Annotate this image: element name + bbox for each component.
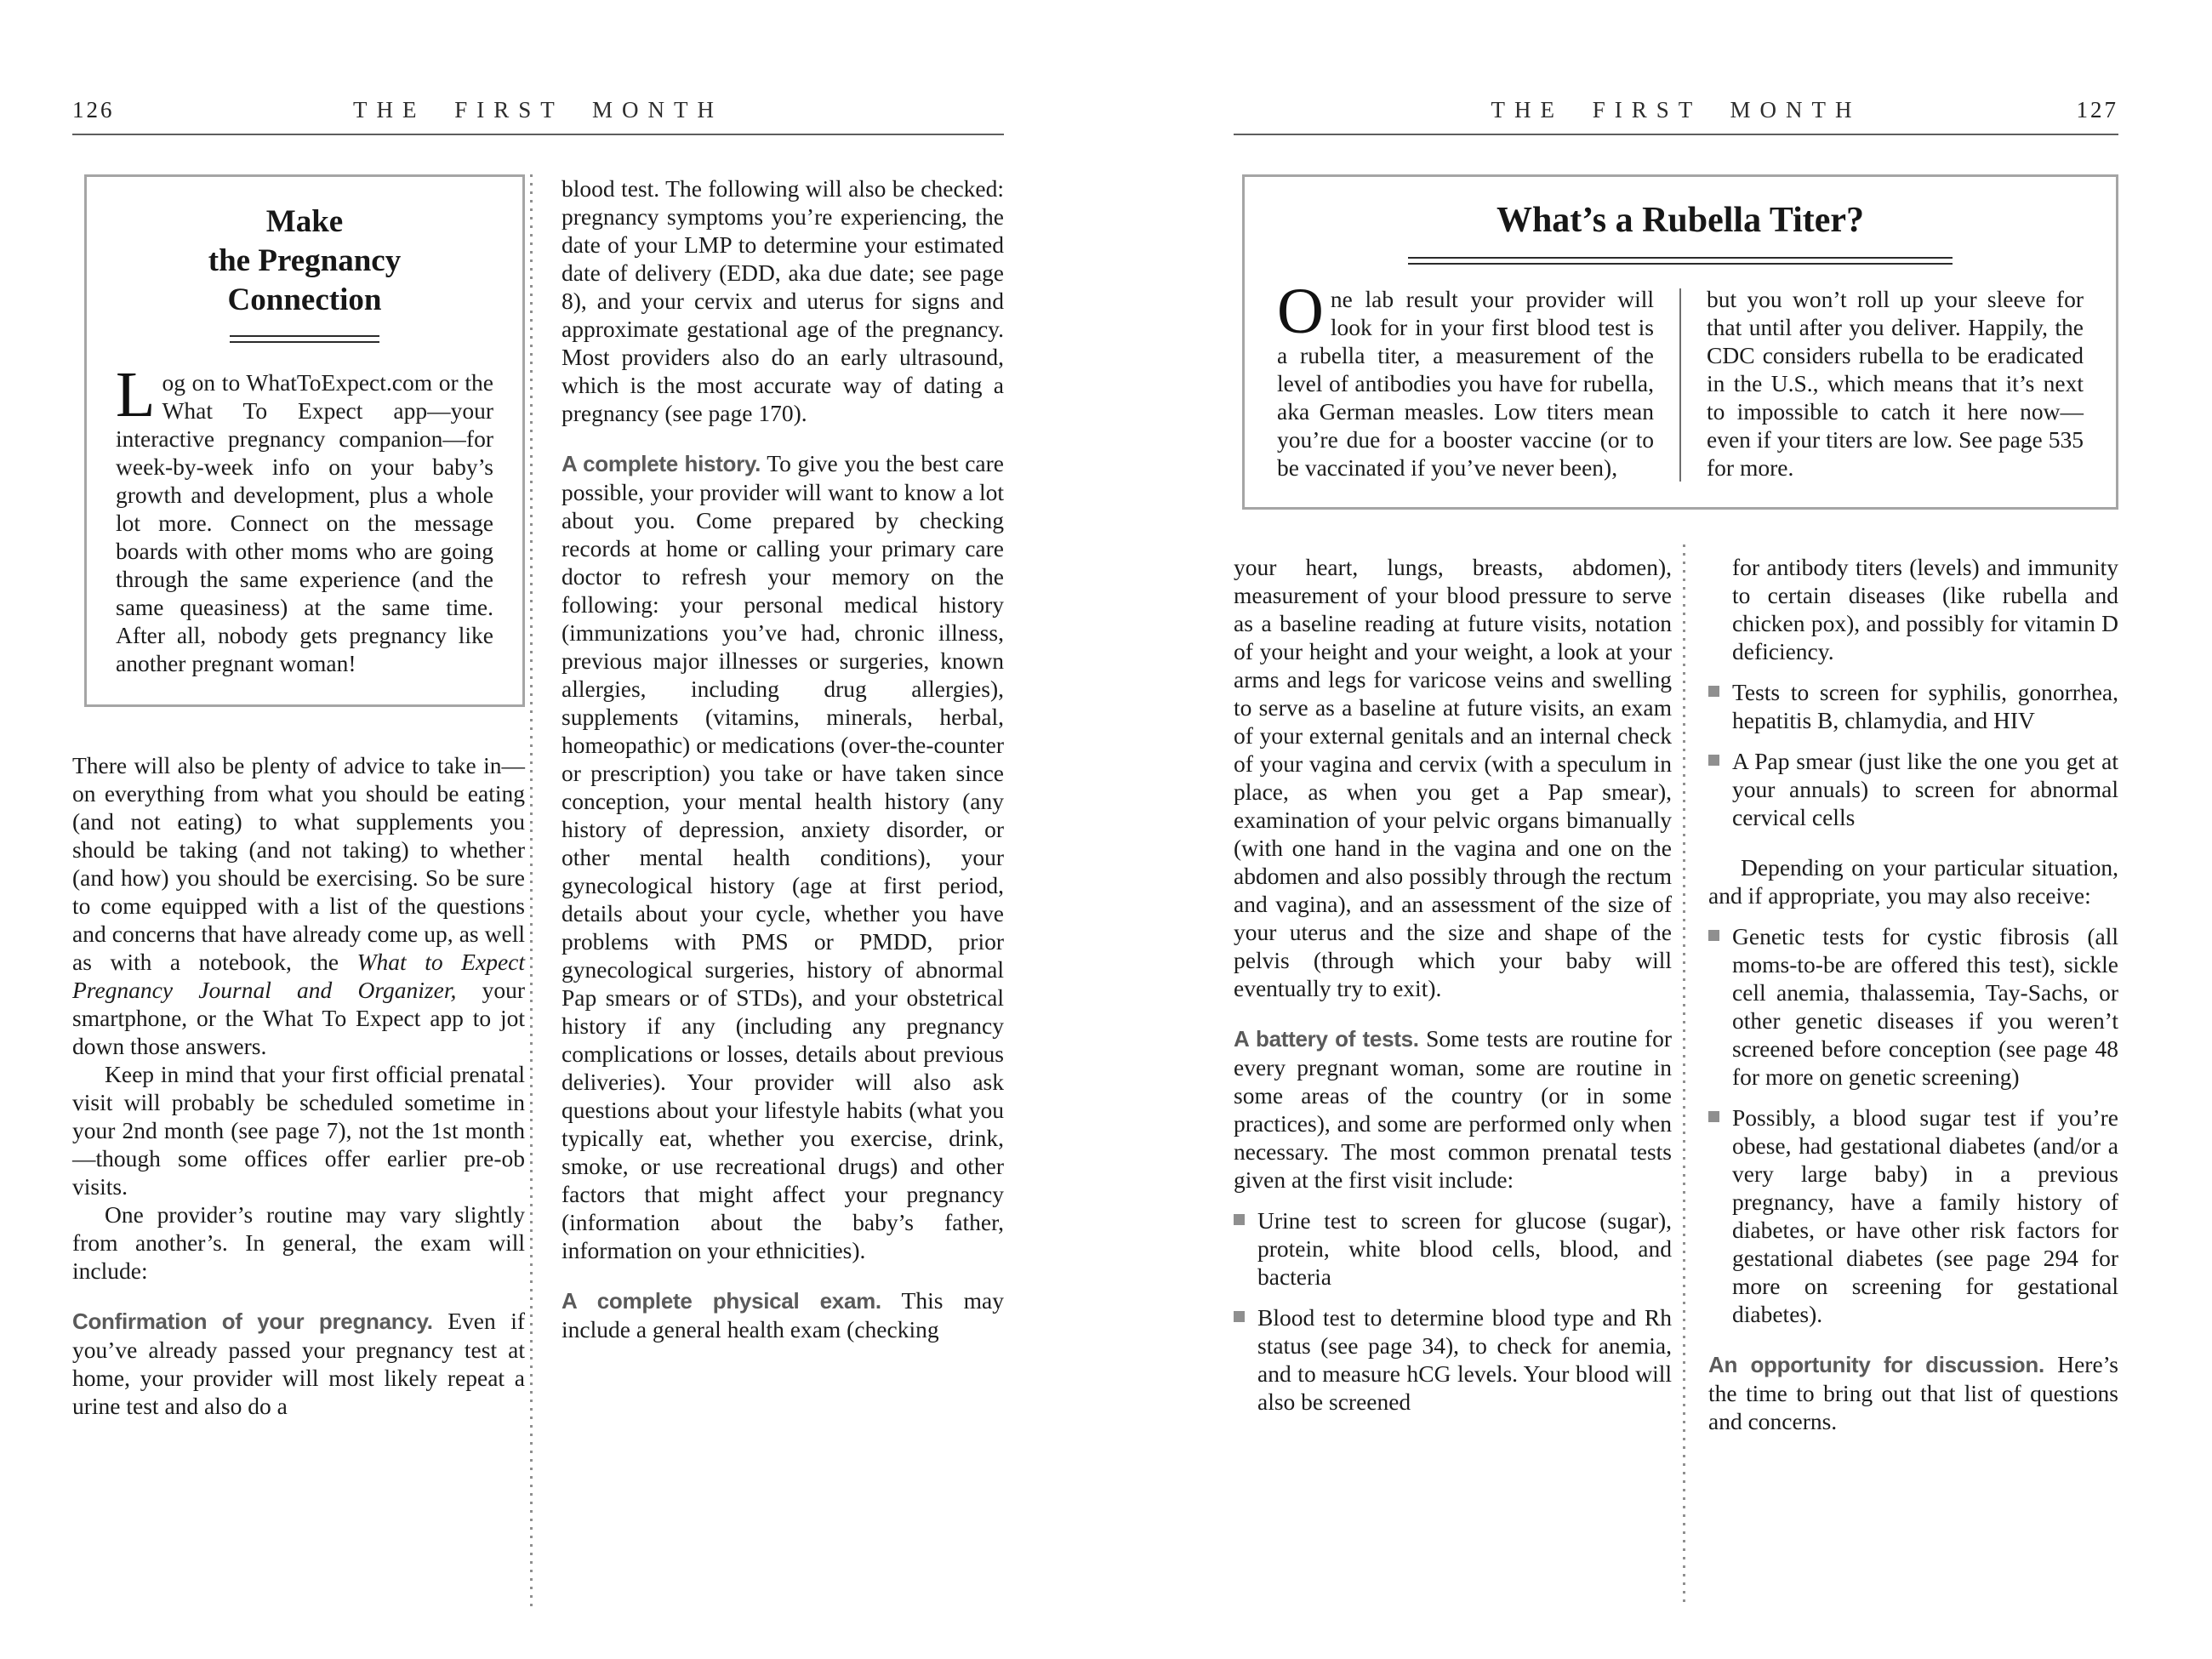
running-head: THE FIRST MONTH bbox=[352, 97, 724, 123]
paragraph: Keep in mind that your first official prenatal visit will probably be scheduled sometime in your 2nd month (see page 7), not the 1st month—though some offices offer earlier pre-ob visits. bbox=[72, 1061, 525, 1200]
title-double-rule bbox=[230, 335, 379, 343]
italic-book-title: What to Expect Pregnancy Journal and Organizer, bbox=[72, 949, 525, 1003]
paragraph-with-runin: A battery of tests. Some tests are routine for every pregnant woman, some are routine in some areas of the country (or in some practices), and some are performed only when necessary. The most common prenatal tests given at the first visit include: bbox=[1234, 1025, 1672, 1193]
bullet-item: Blood test to determine blood type and Rh status (see page 34), to check for anemia, and to measure hCG levels. Your blood will also be screened bbox=[1234, 1303, 1672, 1416]
paragraph-with-runin: Confirmation of your pregnancy. Even if you’ve already passed your pregnancy test at home, your provider will most likely repeat a urine test and also do a bbox=[72, 1308, 525, 1419]
page-127 bbox=[1234, 81, 2118, 1434]
paragraph-with-runin: A complete physical exam. This may include a general health exam (checking bbox=[562, 1287, 1004, 1343]
running-head: THE FIRST MONTH bbox=[1491, 97, 1861, 123]
feature-box-title: What’s a Rubella Titer? bbox=[1496, 201, 1865, 240]
left-page-column-1 bbox=[72, 174, 525, 1420]
page-126 bbox=[72, 81, 1004, 1419]
runin-heading: A complete history. bbox=[562, 451, 761, 476]
runin-heading: A battery of tests. bbox=[1234, 1026, 1419, 1052]
column-divider-dotted bbox=[1683, 544, 1685, 1604]
sidebar-box-title: Make the Pregnancy Connection bbox=[208, 204, 402, 317]
page-header-left bbox=[72, 81, 1004, 135]
paragraph-with-runin: A complete history. To give you the best care possible, your provider will want to know a lot about you. Come prepared by checking records at home or calling your primary care doctor to refresh your memory on the following: your personal medical history (immunizations you’ve had, chronic illness, previous major illnesses or surgeries, known allergies, including drug allergies), supplements (vitamins, minerals, herbal, homeopathic) or medications (over-the-counter or prescription) you take or have taken since conception, your mental health history (any history of depression, anxiety disorder, or other mental health conditions), your gynecological history (age at first period, details about your cycle, whether you have problems with PMS or PMDD, prior gynecological surgeries, history of abnormal Pap smears or of STDs), and your obstetrical history if any (including any pregnancy complications or losses, details about previous deliveries). Your provider will also ask questions about your lifestyle habits (what you typically eat, whether you exercise, drink, smoke, or use recreational drugs) and other factors that might affect your pregnancy (information about the baby’s father, information on your ethnicities). bbox=[562, 450, 1004, 1263]
runin-heading: An opportunity for discussion. bbox=[1708, 1352, 2044, 1377]
feature-box-rubella-titer bbox=[1242, 174, 2118, 510]
bullet-square-icon bbox=[1234, 1214, 1245, 1225]
drop-cap: O bbox=[1277, 276, 1324, 347]
feature-box-column-1: One lab result your provider will look for in your first blood test is a rubella titer, a measurement of the level of antibodies you have for rubella, aka German measles. Low titers mean you’re due for a booster vaccine (or to be vaccinated if you’ve never been), bbox=[1277, 276, 1654, 481]
feature-box-columns bbox=[1277, 276, 2084, 482]
page-number: 126 bbox=[72, 97, 115, 123]
paragraph: your heart, lungs, breasts, abdomen), measurement of your blood pressure to serve as a baseline reading at future visits, notation of your height and your weight, a look at your arms and legs for varicose veins and swelling to serve as a baseline at future visits, an exam of your external genitals and an internal check of your vagina and cervix (with a speculum in place, as when you get a Pap smear), examination of your pelvic organs bimanually (with one hand in the vagina and one on the abdomen and also possibly through the rectum and vagina), and an assessment of the size of your uterus and the size and shape of the pelvis (through which your baby will eventually try to exit). bbox=[1234, 554, 1672, 1001]
bullet-square-icon bbox=[1708, 1111, 1719, 1122]
left-page-column-2 bbox=[562, 174, 1004, 1343]
bullet-item: Urine test to screen for glucose (sugar), protein, white blood cells, blood, and bacteria bbox=[1234, 1206, 1672, 1291]
runin-heading: Confirmation of your pregnancy. bbox=[72, 1308, 433, 1334]
bullet-square-icon bbox=[1234, 1311, 1245, 1322]
sidebar-box-pregnancy-connection bbox=[84, 174, 525, 707]
page-number: 127 bbox=[2076, 97, 2118, 123]
bullet-continuation: for antibody titers (levels) and immunity to certain diseases (like rubella and chicken pox), and possibly for vitamin D deficiency. bbox=[1732, 554, 2118, 664]
drop-cap: L bbox=[116, 359, 156, 430]
sidebar-box-body: Log on to WhatToExpect.com or the What To Expect app—your interactive pregnancy companion—for week-by-week info on your baby’s growth and development, plus a whole lot more. Connect on the message boards with other moms who are going through the same experience (and the same queasiness) at the same time. After all, nobody gets pregnancy like another pregnant woman! bbox=[116, 359, 493, 676]
bullet-item: Possibly, a blood sugar test if you’re obese, had gestational diabetes (and/or a very large baby) in a previous pregnancy, have a family history of diabetes, or have other risk factors for gestational diabetes (see page 294 for more on screening for gestational diabetes). bbox=[1708, 1103, 2118, 1328]
bullet-item: A Pap smear (just like the one you get at your annuals) to screen for abnormal cervical cells bbox=[1708, 747, 2118, 831]
paragraph: There will also be plenty of advice to take in—on everything from what you should be eating (and not eating) to what supplements you should be taking (and not taking) to whether (and how) you should be exercising. So be sure to come equipped with a list of the questions and concerns that have already come up, as well as with a notebook, the What to Expect Pregnancy Journal and Organizer, your smartphone, or the What To Expect app to jot down those answers. bbox=[72, 752, 525, 1059]
paragraph: Depending on your particular situation, and if appropriate, you may also receive: bbox=[1708, 854, 2118, 909]
title-double-rule bbox=[1408, 257, 1953, 265]
bullet-square-icon bbox=[1708, 930, 1719, 941]
page-header-right bbox=[1234, 81, 2118, 135]
paragraph-with-runin: An opportunity for discussion. Here’s the time to bring out that list of questions and concerns. bbox=[1708, 1351, 2118, 1434]
column-divider-dotted bbox=[530, 174, 533, 1612]
paragraph: One provider’s routine may vary slightly from another’s. In general, the exam will include: bbox=[72, 1201, 525, 1284]
runin-heading: A complete physical exam. bbox=[562, 1288, 881, 1314]
right-page-column-1 bbox=[1234, 553, 1672, 1416]
paragraph: blood test. The following will also be checked: pregnancy symptoms you’re experiencing, the date of your LMP to determine your estimated date of delivery (EDD, aka due date; see page 8), and your cervix and uterus for signs and approximate gestational age of the pregnancy. Most providers also do an early ultrasound, which is the most accurate way of dating a pregnancy (see page 170). bbox=[562, 175, 1004, 426]
bullet-item: Tests to screen for syphilis, gonorrhea, hepatitis B, chlamydia, and HIV bbox=[1708, 678, 2118, 734]
bullet-square-icon bbox=[1708, 755, 1719, 766]
bullet-square-icon bbox=[1708, 686, 1719, 697]
feature-box-column-2: but you won’t roll up your sleeve for that until after you deliver. Happily, the CDC considers rubella to be eradicated in the U.S., which means that it’s next to impossible to catch it here now—even if your titers are low. See page 535 for more. bbox=[1707, 286, 2084, 481]
bullet-item: Genetic tests for cystic fibrosis (all moms-to-be are offered this test), sickle cell anemia, thalassemia, Tay-Sachs, or other genetic diseases if you weren’t screened before conception (see page 48 for more on genetic screening) bbox=[1708, 922, 2118, 1091]
right-page-column-2 bbox=[1708, 553, 2118, 1435]
feature-box-column-rule bbox=[1679, 288, 1681, 482]
